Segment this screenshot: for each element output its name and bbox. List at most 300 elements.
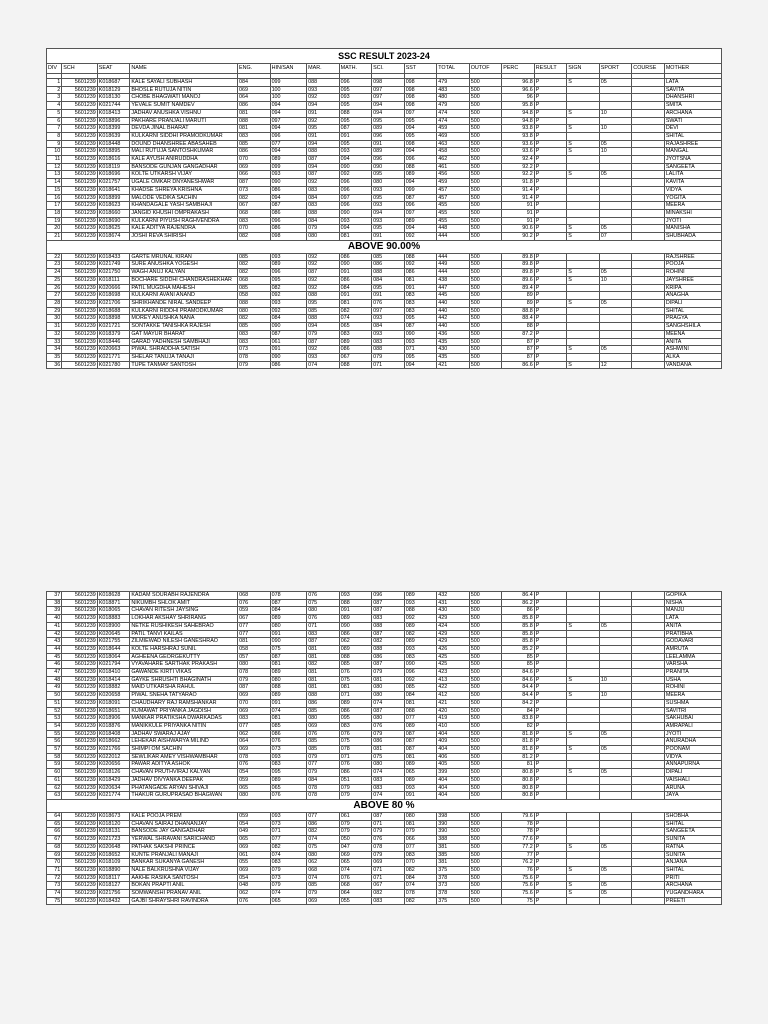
table-cell: 088 [339,653,372,661]
table-cell: 079 [238,676,271,684]
table-cell: 5601239 [62,86,98,94]
table-cell: 087 [372,812,405,820]
table-cell: TUPE TANMAY SANTOSH [130,361,238,369]
table-cell: P [534,607,567,615]
table-cell: 094 [270,102,307,110]
table-cell: 5601239 [62,699,98,707]
table-cell [632,866,665,874]
table-cell: KAVITA [664,179,721,187]
table-cell: 093 [270,299,307,307]
table-cell: 073 [270,746,307,754]
table-cell: JYOTI [664,217,721,225]
table-cell: 093 [307,86,340,94]
table-cell: P [534,338,567,346]
table-cell: 459 [437,125,470,133]
table-cell: 081 [307,653,340,661]
table-cell [599,253,632,261]
table-cell: K018890 [97,866,130,874]
table-cell: P [534,79,567,87]
table-cell: 087 [372,607,405,615]
table-cell: KOLTE HARSHRAJ SUNIL [130,645,238,653]
table-cell: 079 [270,866,307,874]
table-cell [632,132,665,140]
table-cell: 093 [404,645,437,653]
table-cell: 430 [437,346,470,354]
table-cell: 5601239 [62,117,98,125]
table-cell: 05 [599,346,632,354]
table-cell: 500 [469,253,502,261]
table-cell: 083 [270,761,307,769]
table-cell: 91 [502,209,535,217]
table-row [47,692,722,700]
table-cell: 083 [238,217,271,225]
table-cell: 073 [270,874,307,882]
table-cell: P [534,874,567,882]
table-cell: 12 [47,163,62,171]
table-cell [599,307,632,315]
table-cell: 089 [270,261,307,269]
table-cell: PATHAK SAKSHI PRINCE [130,843,238,851]
table-cell: 074 [307,361,340,369]
table-cell: 076 [339,874,372,882]
table-cell: 05 [599,269,632,277]
table-cell: 10 [599,692,632,700]
table-cell [632,812,665,820]
table-cell: 059 [238,776,271,784]
table-cell: SHUBHADA [664,233,721,241]
table-cell: 069 [238,163,271,171]
table-cell: 430 [437,607,470,615]
table-cell [632,645,665,653]
table-cell: 5601239 [62,233,98,241]
table-cell: 087 [404,323,437,331]
table-cell: 090 [270,638,307,646]
table-cell [599,722,632,730]
table-cell [599,684,632,692]
table-cell: 5601239 [62,622,98,630]
table-cell: 88.4 [502,315,535,323]
table-cell: NALE BALKRUSHNA VIJAY [130,866,238,874]
table-cell: BOKAN PRAPTI ANIL [130,882,238,890]
table-cell: 40 [47,615,62,623]
table-cell: 081 [307,684,340,692]
table-cell: 078 [372,843,405,851]
table-cell: 082 [307,661,340,669]
table-cell: 5601239 [62,753,98,761]
table-cell: 5601239 [62,186,98,194]
table-cell: 086 [307,699,340,707]
table-cell [567,684,600,692]
table-cell: 5601239 [62,269,98,277]
table-cell: 93.6 [502,140,535,148]
table-cell: 078 [238,353,271,361]
table-cell: 081 [307,645,340,653]
table-cell: 054 [238,820,271,828]
table-cell: 086 [270,361,307,369]
table-cell: 500 [469,102,502,110]
table-cell: P [534,102,567,110]
table-cell: K018696 [97,171,130,179]
table-cell: 094 [404,179,437,187]
table-cell: 069 [307,722,340,730]
table-cell: S [567,692,600,700]
table-cell: 091 [270,346,307,354]
table-cell: K021771 [97,353,130,361]
table-cell [599,217,632,225]
table-cell: 82 [502,722,535,730]
table-cell: 095 [372,284,405,292]
table-cell: S [567,676,600,684]
table-cell: 419 [437,715,470,723]
table-cell: POOJA [664,261,721,269]
table-cell: VYAVAHARE SARTHAK PRAKASH [130,661,238,669]
table-cell: 093 [307,353,340,361]
table-cell: 381 [437,859,470,867]
table-cell: 081 [307,669,340,677]
table-cell: PATIL MUGDHA MAHESH [130,284,238,292]
table-cell [599,645,632,653]
table-cell: 30 [47,315,62,323]
table-cell: 373 [437,882,470,890]
table-cell: 409 [437,738,470,746]
table-cell [567,253,600,261]
table-cell: 078 [307,792,340,800]
table-cell: 89 [502,299,535,307]
table-cell: 37 [47,592,62,600]
table-cell: 087 [372,630,405,638]
table-cell: KADAM SOURABH RAJENDRA [130,592,238,600]
table-cell: 083 [307,202,340,210]
table-cell: 4 [47,102,62,110]
table-cell: 390 [437,820,470,828]
table-cell: 098 [404,140,437,148]
table-cell [599,669,632,677]
table-cell: 081 [404,276,437,284]
table-cell: 099 [270,79,307,87]
table-cell: 80.8 [502,792,535,800]
table-cell [632,836,665,844]
table-cell: S [567,882,600,890]
table-cell: 385 [437,851,470,859]
table-cell: 078 [339,746,372,754]
table-cell: 69 [47,851,62,859]
table-row [47,132,722,140]
table-cell [599,94,632,102]
table-cell: 96 [502,94,535,102]
table-cell: 087 [404,194,437,202]
table-cell [632,622,665,630]
table-row [47,653,722,661]
table-cell: 22 [47,253,62,261]
table-cell [599,707,632,715]
table-cell: GAT MAYUR BHARAT [130,330,238,338]
table-cell: K021721 [97,323,130,331]
table-cell: P [534,730,567,738]
table-cell: 086 [238,102,271,110]
table-cell: 062 [238,890,271,898]
table-cell: P [534,233,567,241]
table-cell: 54 [47,722,62,730]
table-cell [567,859,600,867]
table-cell: 469 [437,132,470,140]
table-cell: P [534,661,567,669]
table-cell [632,330,665,338]
table-cell: 84.6 [502,669,535,677]
table-cell: 092 [270,307,307,315]
table-cell: 5601239 [62,722,98,730]
table-cell: 087 [404,730,437,738]
table-cell: 086 [270,225,307,233]
table-cell: 5601239 [62,202,98,210]
table-cell [632,276,665,284]
table-cell: 500 [469,307,502,315]
table-cell: 94.8 [502,109,535,117]
table-cell: 500 [469,592,502,600]
table-cell: 500 [469,186,502,194]
table-cell: 095 [404,117,437,125]
table-cell: 25 [47,276,62,284]
table-row [47,722,722,730]
table-cell: K018628 [97,592,130,600]
table-cell: 098 [404,94,437,102]
table-cell: 448 [437,225,470,233]
table-cell: P [534,225,567,233]
table-cell: 10 [599,276,632,284]
table-cell: 425 [437,653,470,661]
table-cell: 083 [404,299,437,307]
table-cell: 28 [47,299,62,307]
table-cell: 092 [270,292,307,300]
table-cell: 096 [404,202,437,210]
table-cell: 077 [404,843,437,851]
table-cell: 093 [339,94,372,102]
table-cell: P [534,792,567,800]
table-cell: 099 [270,163,307,171]
table-cell: 38 [47,599,62,607]
table-cell [599,699,632,707]
table-cell [599,163,632,171]
table-cell: P [534,622,567,630]
title-row [47,49,722,64]
table-cell [567,179,600,187]
table-cell: P [534,261,567,269]
table-cell: K018410 [97,669,130,677]
table-cell: 5601239 [62,132,98,140]
table-cell: 19 [47,217,62,225]
table-cell: 398 [437,812,470,820]
table-cell: 5601239 [62,607,98,615]
table-cell: 089 [270,776,307,784]
table-cell: 098 [404,102,437,110]
table-cell: 500 [469,866,502,874]
table-cell: PIWAL SNEHA TATYARAO [130,692,238,700]
table-cell: 500 [469,171,502,179]
table-cell: 500 [469,599,502,607]
table-cell: 095 [339,140,372,148]
table-cell: MANGAL [664,148,721,156]
table-cell: 094 [372,102,405,110]
table-cell [567,592,600,600]
table-row [47,645,722,653]
table-cell: 43 [47,638,62,646]
table-cell: 440 [437,323,470,331]
table-cell: 404 [437,746,470,754]
table-cell: 086 [307,820,340,828]
table-cell [632,102,665,110]
table-cell [632,692,665,700]
table-cell: 082 [339,307,372,315]
table-cell [632,753,665,761]
table-cell: 079 [307,890,340,898]
table-cell [632,79,665,87]
table-cell [632,148,665,156]
table-cell: K021749 [97,261,130,269]
table-cell [632,217,665,225]
table-cell: PRATIBHA [664,630,721,638]
table-row [47,615,722,623]
table-cell: 073 [270,820,307,828]
table-cell [567,607,600,615]
table-cell: 090 [270,353,307,361]
column-header: RESULT [534,64,567,74]
table-cell: P [534,307,567,315]
table-cell: JADHAV ANUSHKA VISHNU [130,109,238,117]
table-cell [599,209,632,217]
table-cell: 080 [372,715,405,723]
table-cell: 091 [404,284,437,292]
table-cell: 91 [502,202,535,210]
table-cell [632,209,665,217]
table-cell: 085 [238,253,271,261]
table-cell: SUSHMA [664,699,721,707]
table-cell [567,836,600,844]
table-row [47,699,722,707]
table-cell: 500 [469,836,502,844]
table-cell: 062 [238,730,271,738]
table-cell: 73 [47,882,62,890]
table-cell: 5601239 [62,851,98,859]
table-cell [599,630,632,638]
table-cell [567,117,600,125]
table-cell: P [534,753,567,761]
table-cell: 087 [270,202,307,210]
table-cell [632,299,665,307]
table-cell: MEENA [664,330,721,338]
table-cell: 086 [339,346,372,354]
table-cell: 70 [47,859,62,867]
table-cell: 84.2 [502,699,535,707]
table-row [47,194,722,202]
table-cell: LATA [664,615,721,623]
table-cell: 500 [469,353,502,361]
table-cell [599,592,632,600]
table-cell: 18 [47,209,62,217]
table-cell: LEHEKAR AISHWARYA MILIND [130,738,238,746]
table-cell: 500 [469,882,502,890]
table-cell: 082 [238,315,271,323]
table-cell: 33 [47,338,62,346]
table-cell: 100 [270,86,307,94]
table-cell: 058 [238,645,271,653]
table-cell: 095 [307,299,340,307]
table-cell: 086 [238,148,271,156]
table-cell: 075 [307,843,340,851]
table-row [47,669,722,677]
table-cell: RATNA [664,843,721,851]
table-cell: 26 [47,284,62,292]
table-cell: 64 [47,812,62,820]
table-cell: K021756 [97,890,130,898]
table-cell: 5601239 [62,630,98,638]
table-cell: 083 [270,859,307,867]
table-cell: 5601239 [62,599,98,607]
table-cell: 089 [270,692,307,700]
table-cell: 5601239 [62,338,98,346]
column-header: SCI. [372,64,405,74]
table-cell: 067 [238,202,271,210]
table-cell: 500 [469,225,502,233]
table-cell: P [534,851,567,859]
table-cell [632,653,665,661]
table-cell: 079 [372,353,405,361]
table-cell: 32 [47,330,62,338]
table-cell: 095 [372,171,405,179]
table-cell: 455 [437,209,470,217]
table-cell: K018432 [97,897,130,905]
table-cell: 065 [339,859,372,867]
table-cell: P [534,836,567,844]
table-cell: 085 [270,722,307,730]
table-cell: 13 [47,171,62,179]
table-cell: K018399 [97,125,130,133]
table-cell: 500 [469,194,502,202]
table-cell [632,820,665,828]
table-cell: 090 [339,163,372,171]
table-cell: 061 [339,812,372,820]
table-cell: 065 [238,836,271,844]
table-cell [567,102,600,110]
table-cell: P [534,769,567,777]
table-cell: 84.4 [502,692,535,700]
table-cell: P [534,746,567,754]
table-cell: 100 [270,94,307,102]
table-cell: 051 [339,776,372,784]
table-row [47,171,722,179]
column-header: MOTHER [664,64,721,74]
table-cell: K022012 [97,753,130,761]
table-cell: P [534,722,567,730]
table-cell: 3 [47,94,62,102]
table-cell: 05 [599,299,632,307]
table-cell: 84 [502,707,535,715]
table-cell: 075 [339,676,372,684]
table-cell: 63 [47,792,62,800]
table-row [47,661,722,669]
table-cell: 87.2 [502,330,535,338]
table-cell: SHELAR TANUJA TANAJI [130,353,238,361]
table-cell: MEERA [664,692,721,700]
table-cell: 083 [307,630,340,638]
table-cell: 087 [404,746,437,754]
table-cell: K021755 [97,638,130,646]
table-cell: 5601239 [62,828,98,836]
table-cell: K021706 [97,299,130,307]
table-cell: P [534,186,567,194]
table-cell: 074 [307,874,340,882]
table-cell: 483 [437,86,470,94]
table-cell [567,194,600,202]
table-row [47,859,722,867]
